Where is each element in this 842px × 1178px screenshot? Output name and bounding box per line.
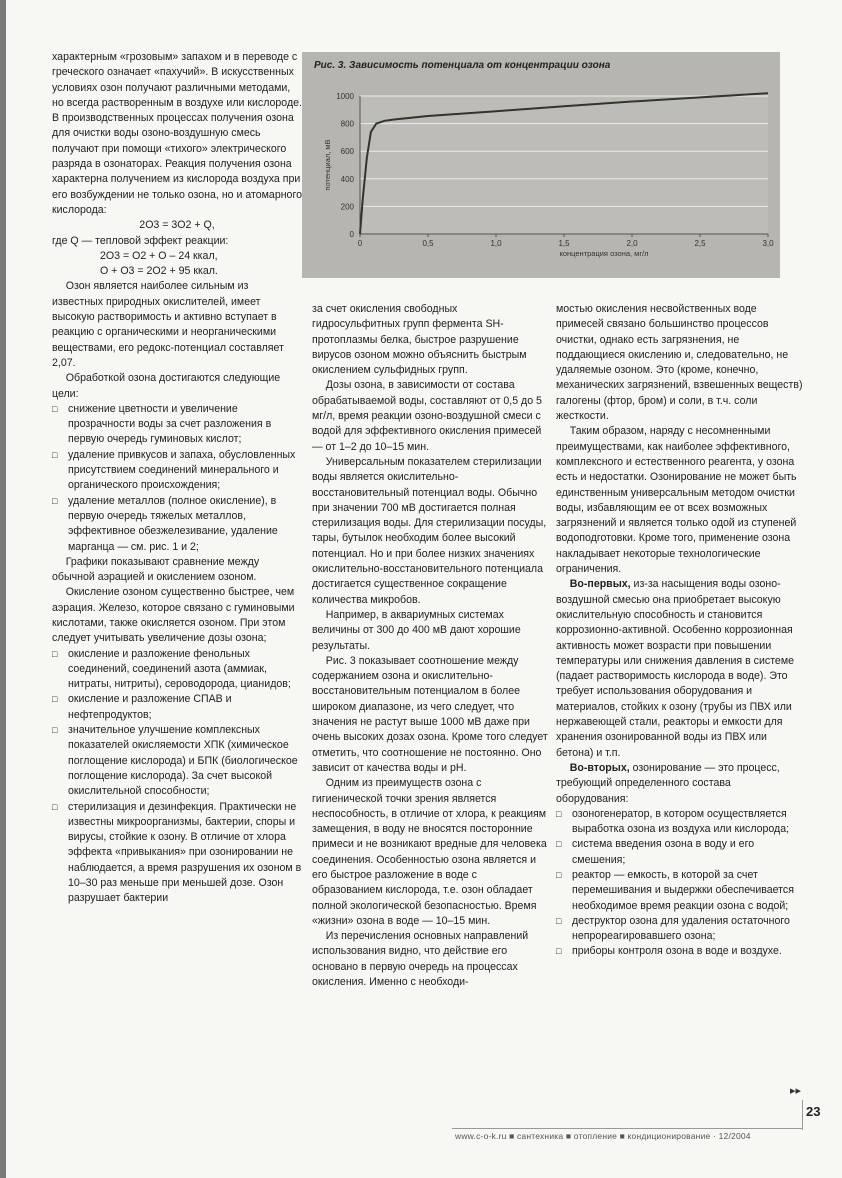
paragraph: Из перечисления основных направлений использования видно, что действие его основано в первую очередь на процессах окисления. Именно с необходи-: [312, 930, 529, 989]
list-item: □ озоногенератор, в котором осуществляется выработка озона из воздуха или кислорода;: [556, 807, 804, 838]
list-item: □ снижение цветности и увеличение прозрачности воды за счет разложения в первую очередь гуминовых кислот;: [52, 402, 302, 448]
paragraph: Универсальным показателем стерилизации воды является окислительно-восстановительный потенциал воды. Обычно при значении 700 мВ достигается полная стерилизация воды. Для стерилизации посуды, тары, бутылок необходим более высокий потенциал. Но и при более низких значениях окислительно-восстановительного потенциала достигается существенное сокращение количества микробов.: [312, 455, 547, 606]
footer-text: www.c-o-k.ru ■ сантехника ■ отопление ■ кондиционирование · 12/2004: [455, 1131, 751, 1141]
page-number: 23: [806, 1104, 821, 1119]
y-tick-label: 0: [349, 230, 354, 239]
list-item: □ деструктор озона для удаления остаточного непрореагировавшего озона;: [556, 914, 804, 945]
x-tick-label: 1,5: [558, 239, 570, 248]
list-item: □ окисление и разложение СПАВ и нефтепродуктов;: [52, 692, 302, 723]
lead-word: Во-первых,: [569, 578, 631, 591]
list-item: □ удаление металлов (полное окисление), в первую очередь тяжелых металлов, эффективное обезжелезивание, удаление марганца — см. рис. 1 и 2;: [52, 494, 302, 555]
figure-3: [302, 52, 780, 278]
x-tick-label: 2,0: [626, 239, 638, 248]
paragraph: [556, 577, 804, 761]
paragraph: [556, 761, 804, 807]
y-axis-label: потенциал, мВ: [323, 139, 332, 191]
column-1: [52, 50, 302, 907]
list-item: □ значительное улучшение комплексных показателей окисляемости ХПК (химическое поглощение кислорода) и БПК (биологическое поглощение кислорода). За счет высокой окислительной способности;: [52, 723, 302, 799]
x-tick-label: 2,5: [694, 239, 706, 248]
x-tick-label: 1,0: [490, 239, 502, 248]
paragraph: мостью окисления несвойственных воде примесей связано большинство процессов очистки, однако есть загрязнения, не поддающиеся окислению и, следовательно, не удаляемые озоном. Это (кроме, конечно, механических загрязнений, взвешенных веществ) галогены (фтор, бром) и соли, в т.ч. соли жесткости.: [556, 303, 803, 423]
scan-edge: [0, 0, 6, 1178]
paragraph-text: озонирование — это процесс, требующий определенного состава оборудования:: [556, 761, 780, 805]
list-item: □ реактор — емкость, в которой за счет перемешивания и выдержки обеспечивается необходимое время реакции озона с водой;: [556, 868, 804, 914]
x-tick-label: 0: [357, 239, 363, 248]
y-tick-label: 200: [340, 202, 354, 212]
paragraph: за счет окисления свободных гидросульфитных групп фермента SH-протоплазмы белка, быстрое разрушение вирусов озоном можно объяснить быстрым окислением сульфидных групп.: [312, 303, 527, 377]
paragraph: Окисление озоном существенно быстрее, чем аэрация. Железо, которое связано с гуминовыми кислотами, также окисляется озоном. При этом следует учитывать увеличение дозы озона;: [52, 586, 295, 645]
y-tick-label: 1000: [336, 92, 354, 101]
paragraph: Одним из преимуществ озона с гигиенической точки зрения является неспособность, в отличие от хлора, к реакциям замещения, в воду не вносятся посторонние примеси и не возникают вредные для человека соединения. Особенностью озона является и его быстрое разложение в воде с образованием кислорода, т.е. озон обладает полной экологической безопасностью. Время «жизни» озона в воде — 10–15 мин.: [312, 777, 547, 927]
paragraph: Озон является наиболее сильным из известных природных окислителей, имеет высокую растворимость и активно вступает в реакцию с органическими и неорганическими веществами, его редокс-потенциал составляет 2,07.: [52, 280, 284, 369]
equation: 2O3 = O2 + O – 24 ккал,: [100, 249, 218, 262]
paragraph: Таким образом, наряду с несомненными преимуществами, как наиболее эффективного, комплексного и естественного реагента, у озона есть и недостатки. Озонирование не может быть единственным универсальным методом очистки воды, избавляющим ее от всех возможных загрязнений и является только одой из ступеней водоподготовки. Кроме того, применение озона накладывает некоторые технологические ограничения.: [556, 425, 797, 576]
x-tick-label: 0,5: [422, 239, 434, 248]
y-tick-label: 400: [340, 174, 354, 184]
paragraph: Обработкой озона достигаются следующие цели:: [52, 372, 281, 400]
y-tick-label: 600: [340, 147, 354, 157]
paragraph: Например, в аквариумных системах величины от 300 до 400 мВ дают хорошие результаты.: [312, 608, 521, 652]
paragraph: Графики показывают сравнение между обычной аэрацией и окислением озоном.: [52, 555, 260, 584]
bullet-list: [52, 647, 302, 907]
list-item: □ приборы контроля озона в воде и воздухе.: [556, 944, 804, 959]
list-item: □ система введения озона в воду и его смешения;: [556, 837, 804, 868]
paragraph-text: из-за насыщения воды озоно-воздушной смесью она приобретает высокую окислительную способность и становится коррозионно-активной. Особенно коррозионная активность может возрасти при повышении температуры или снижения давления в системе (падает растворимость кислорода в воде). Это требует использования оборудования и материалов, стойких к озону (трубы из ПВХ или нержавеющей стали, реакторы и емкости для хранения озонированной воды из ПВХ или бетона) и т.п.: [556, 578, 794, 759]
y-tick-label: 800: [340, 119, 354, 129]
equation: 2O3 = 3O2 + Q,: [139, 219, 215, 232]
column-3: [556, 302, 804, 960]
lead-word: Во-вторых,: [569, 761, 630, 774]
list-item: □ удаление привкусов и запаха, обусловленных присутствием соединений минерального и органического происхождения;: [52, 448, 302, 494]
footer-divider: [452, 1128, 802, 1129]
paragraph: Дозы озона, в зависимости от состава обрабатываемой воды, составляют от 0,5 до 5 мг/л, время реакции озоно-воздушной смеси с водой для эффективного окисления примесей — от 1–2 до 10–15 мин.: [312, 379, 542, 453]
paragraph: характерным «грозовым» запахом и в переводе с греческого означает «пахучий». В искусственных условиях озон получают различными методами, но всегда растворенным в воздухе или кислороде. В производственных процессах получения озона для очистки воды озоно-воздушную смесь получают при помощи «тихого» электрического разряда в озонаторах. Реакция получения озона характерна получением из кислорода воздуха при его возбуждении не только озона, но и атомарного кислорода:: [52, 51, 302, 216]
list-item: □ стерилизация и дезинфекция. Практически не известны микроорганизмы, бактерии, споры и вирусы, стойкие к озону. В отличие от хлора эффекта «привыкания» при озонировании не наблюдается, а время разрушения их озоном в 10–30 раз меньше при меньшей дозе. Озон разрушает бактерии: [52, 800, 302, 907]
figure-title: Рис. 3. Зависимость потенциала от концентрации озона: [314, 60, 611, 71]
bullet-list: [52, 402, 302, 555]
paragraph: где Q — тепловой эффект реакции:: [52, 234, 229, 247]
x-axis-label: концентрация озона, мг/л: [559, 249, 649, 258]
x-tick-label: 3,0: [762, 239, 774, 248]
list-item: □ окисление и разложение фенольных соединений, соединений азота (аммиак, нитраты, нитриты), сероводорода, цианидов;: [52, 647, 302, 693]
divider: [802, 1100, 803, 1130]
column-2: [312, 302, 548, 990]
bullet-list: [556, 807, 804, 960]
chart: [302, 52, 780, 278]
continue-arrow-icon: ▸▸: [790, 1085, 802, 1097]
paragraph: Рис. 3 показывает соотношение между содержанием озона и окислительно-восстановительным потенциалом в более широком диапазоне, из чего следует, что значения не растут выше 1000 мВ даже при очень высоких дозах озона. Кроме того следует отметить, что соотношение не постоянно. Оно зависит от качества воды и pH.: [312, 654, 548, 774]
equation: O + O3 = 2O2 + 95 ккал.: [100, 265, 218, 278]
